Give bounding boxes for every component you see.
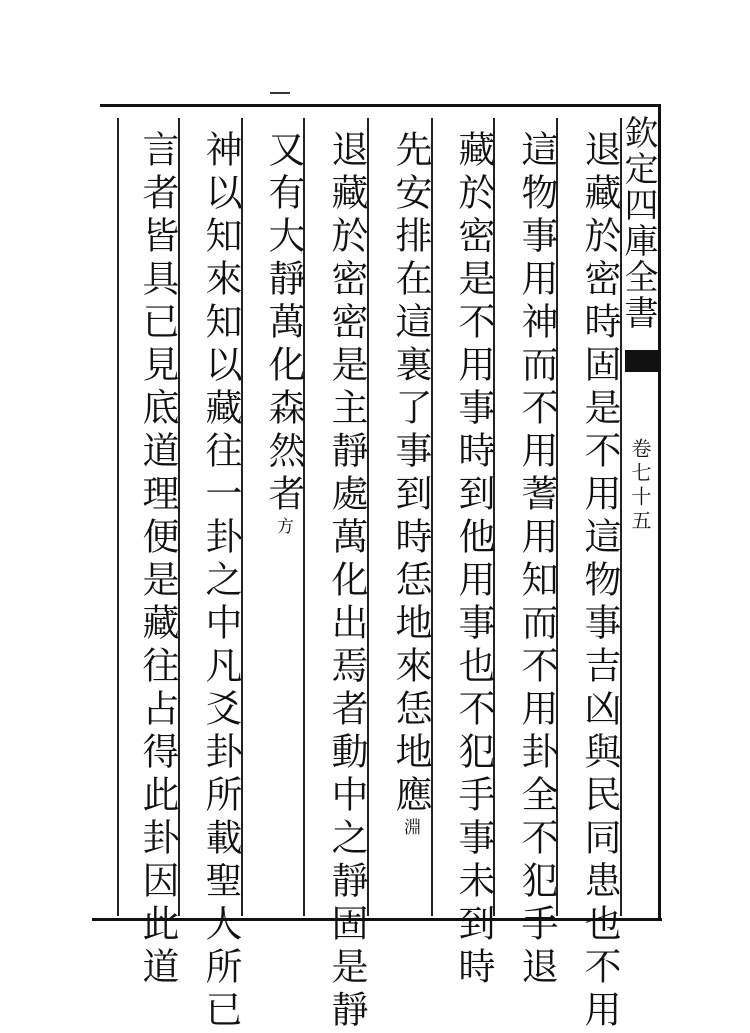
- column-text: 又有大靜萬化森然者: [262, 130, 305, 517]
- volume-label: 卷七十五: [628, 438, 652, 534]
- column-rule: [117, 118, 119, 916]
- column-text: 先安排在這裏了事到時恁地來恁地應: [389, 130, 432, 818]
- text-column-7: 神以知來知以藏往一卦之中凡爻卦所載聖人所已: [199, 130, 242, 1033]
- text-column-4: [387, 130, 433, 835]
- frame-top-border: [100, 104, 660, 107]
- source-note: 方: [273, 517, 293, 534]
- text-column-6: [260, 130, 306, 534]
- text-column-2: 這物事用神而不用蓍用知而不用卦全不犯手退: [515, 130, 558, 990]
- text-column-3: 藏於密是不用事時到他用事也不犯手事未到時: [452, 130, 495, 990]
- text-column-5: 退藏於密密是主靜處萬化出焉者動中之靜固是靜: [325, 130, 368, 1033]
- text-column-8: 言者皆具已見底道理便是藏往占得此卦因此道: [136, 130, 179, 990]
- fishtail-mark: [625, 350, 659, 372]
- text-column-1: 退藏於密時固是不用這物事吉凶與民同患也不用: [578, 130, 621, 1033]
- top-mark: [270, 92, 290, 100]
- margin-title: 欽定四庫全書: [618, 115, 658, 331]
- source-note: 淵: [400, 818, 420, 835]
